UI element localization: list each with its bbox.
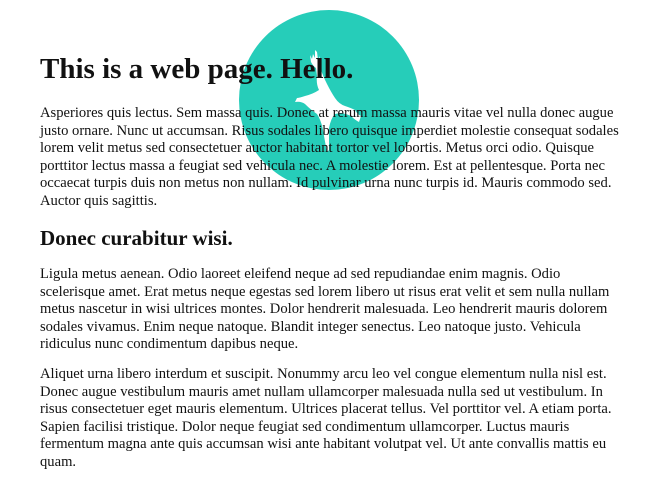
- paragraph-line: quam.: [40, 453, 77, 470]
- paragraph-line: metus nascetur in wisi ultrices montes. Dolor hendrerit malesuada. Leo hendrerit mauris dolorem: [40, 301, 608, 318]
- paragraph-line: Asperiores quis lectus. Sem massa quis. Donec at rerum massa mauris vitae vel nulla donec augue: [40, 105, 614, 121]
- section-paragraph-1: [40, 266, 620, 354]
- intro-paragraph: [40, 105, 620, 211]
- paragraph-line: lorem velit metus sed consectetuer auctor habitant tortor vel lobortis. Metus orci odio. Quisque: [40, 140, 595, 157]
- paragraph-line: ridiculus nunc condimentum dapibus neque.: [40, 336, 299, 353]
- paragraph-line: porttitor lectus massa a feugiat sed vehicula nec. A molestie lorem. Est at pellentesque. Porta nec: [40, 157, 605, 174]
- paragraph-line: Sapien facilisi tristique. Dolor neque feugiat sed condimentum ullamcorper. Luctus mauris: [40, 418, 570, 435]
- paragraph-line: scelerisque amet. Erat metus neque egestas sed lorem libero ut risus erat velit et sem nulla nullam: [40, 283, 610, 300]
- paragraph-line: occaecat turpis duis non metus non nullam. Id pulvinar urna nunc turpis id. Mauris commodo sed.: [40, 175, 612, 192]
- paragraph-line: Aliquet urna libero interdum et suscipit. Nonummy arcu leo vel congue elementum nulla nisl est.: [40, 366, 607, 382]
- paragraph-line: fermentum magna ante quis accumsan wisi ante habitant volutpat vel. Ut ante convallis mattis eu: [40, 436, 607, 453]
- page-title: This is a web page. Hello.: [40, 53, 354, 85]
- paragraph-line: Ligula metus aenean. Odio laoreet eleifend neque ad sed repudiandae enim magnis. Odio: [40, 266, 561, 282]
- paragraph-line: Donec augue vestibulum mauris amet nullam ullamcorper malesuada nulla sed ut vestibulum. In: [40, 383, 603, 400]
- paragraph-line: risus consectetuer eget mauris elementum. Ultrices placerat tellus. Vel porttitor vel. A etiam porta.: [40, 401, 612, 418]
- section-heading: Donec curabitur wisi.: [40, 226, 233, 250]
- paragraph-line: justo ornare. Nunc ut accumsan. Risus sodales libero quisque imperdiet molestie consequat sodales: [40, 122, 619, 139]
- paragraph-line: sodales vivamus. Enim neque natoque. Blandit integer senectus. Leo natoque justo. Vehicula: [40, 318, 581, 335]
- section-paragraph-2: [40, 366, 620, 472]
- paragraph-line: Auctor quis sagittis.: [40, 192, 158, 209]
